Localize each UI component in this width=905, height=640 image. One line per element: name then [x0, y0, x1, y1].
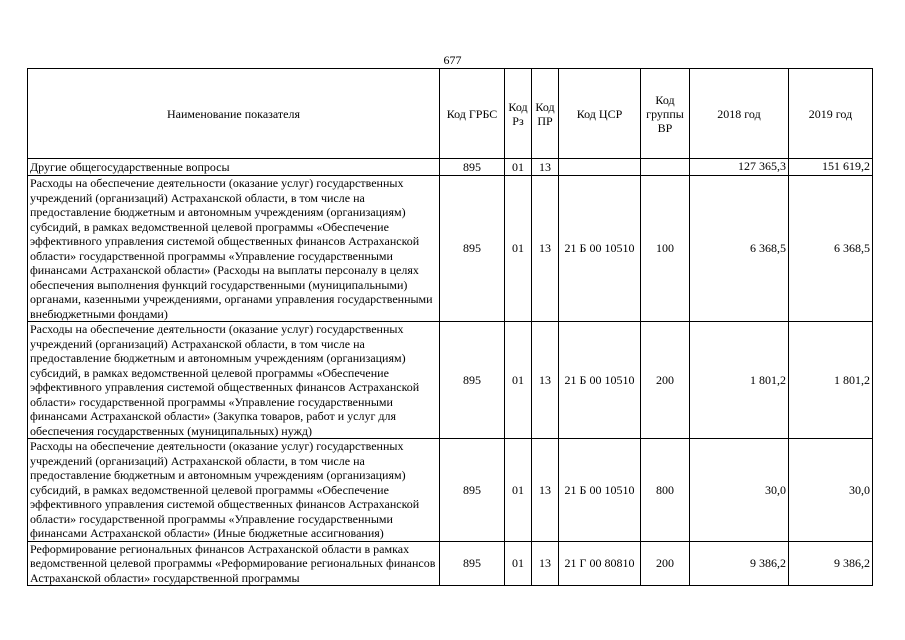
row-rz: 01 [505, 439, 532, 542]
row-rz: 01 [505, 322, 532, 439]
header-2019: 2019 год [789, 69, 873, 159]
row-pr: 13 [532, 176, 559, 322]
row-rz: 01 [505, 159, 532, 176]
row-2019: 151 619,2 [789, 159, 873, 176]
header-name: Наименование показателя [28, 69, 440, 159]
header-csr: Код ЦСР [559, 69, 641, 159]
row-grbs: 895 [440, 322, 505, 439]
header-pr: Код ПР [532, 69, 559, 159]
table-row [28, 176, 873, 322]
row-vr: 800 [641, 439, 690, 542]
row-grbs: 895 [440, 439, 505, 542]
header-vr: Код группы ВР [641, 69, 690, 159]
row-2019: 1 801,2 [789, 322, 873, 439]
row-2018: 9 386,2 [690, 541, 789, 586]
row-2018: 6 368,5 [690, 176, 789, 322]
header-rz: Код Рз [505, 69, 532, 159]
row-name: Расходы на обеспечение деятельности (оказание услуг) государственных учреждений (организаций) Астраханской области, в том числе на предоставление бюджетным и автономным учреждениям (организациям) субсидий, в рамках ведомственной целевой программы «Обеспечение эффективного управления системой общественных финансов Астраханской области» государственной программы «Управление государственными финансами Астраханской области» (Закупка товаров, работ и услуг для обеспечения государственных (муниципальных) нужд) [28, 322, 440, 439]
header-grbs: Код ГРБС [440, 69, 505, 159]
row-grbs: 895 [440, 159, 505, 176]
row-grbs: 895 [440, 541, 505, 586]
table-row [28, 322, 873, 439]
page-number: 677 [443, 53, 462, 67]
row-vr: 200 [641, 322, 690, 439]
row-rz: 01 [505, 541, 532, 586]
row-grbs: 895 [440, 176, 505, 322]
row-vr [641, 159, 690, 176]
row-csr: 21 Г 00 80810 [559, 541, 641, 586]
row-rz: 01 [505, 176, 532, 322]
row-name: Расходы на обеспечение деятельности (оказание услуг) государственных учреждений (организаций) Астраханской области, в том числе на предоставление бюджетным и автономным учреждениям (организациям) субсидий, в рамках ведомственной целевой программы «Обеспечение эффективного управления системой общественных финансов Астраханской области» государственной программы «Управление государственными финансами Астраханской области» (Иные бюджетные ассигнования) [28, 439, 440, 542]
row-name: Расходы на обеспечение деятельности (оказание услуг) государственных учреждений (организаций) Астраханской области, в том числе на предоставление бюджетным и автономным учреждениям (организациям) субсидий, в рамках ведомственной целевой программы «Обеспечение эффективного управления системой общественных финансов Астраханской области» государственной программы «Управление государственными финансами Астраханской области» (Расходы на выплаты персоналу в целях обеспечения выполнения функций государственными (муниципальными) органами, казенными учреждениями, органами управления государственными внебюджетными фондами) [28, 176, 440, 322]
row-csr [559, 159, 641, 176]
row-2018: 127 365,3 [690, 159, 789, 176]
row-name: Реформирование региональных финансов Астраханской области в рамках ведомственной целевой программы «Реформирование региональных финансов Астраханской области» государственной программы [28, 541, 440, 586]
table-header [28, 69, 873, 159]
row-pr: 13 [532, 541, 559, 586]
row-2019: 30,0 [789, 439, 873, 542]
row-vr: 200 [641, 541, 690, 586]
table-row [28, 159, 873, 176]
row-pr: 13 [532, 159, 559, 176]
row-csr: 21 Б 00 10510 [559, 439, 641, 542]
row-2019: 6 368,5 [789, 176, 873, 322]
row-name: Другие общегосударственные вопросы [28, 159, 440, 176]
row-csr: 21 Б 00 10510 [559, 322, 641, 439]
row-2018: 1 801,2 [690, 322, 789, 439]
budget-table [27, 68, 873, 586]
row-pr: 13 [532, 322, 559, 439]
table-row [28, 439, 873, 542]
row-2019: 9 386,2 [789, 541, 873, 586]
row-csr: 21 Б 00 10510 [559, 176, 641, 322]
row-2018: 30,0 [690, 439, 789, 542]
row-pr: 13 [532, 439, 559, 542]
row-vr: 100 [641, 176, 690, 322]
header-2018: 2018 год [690, 69, 789, 159]
table-row [28, 541, 873, 586]
